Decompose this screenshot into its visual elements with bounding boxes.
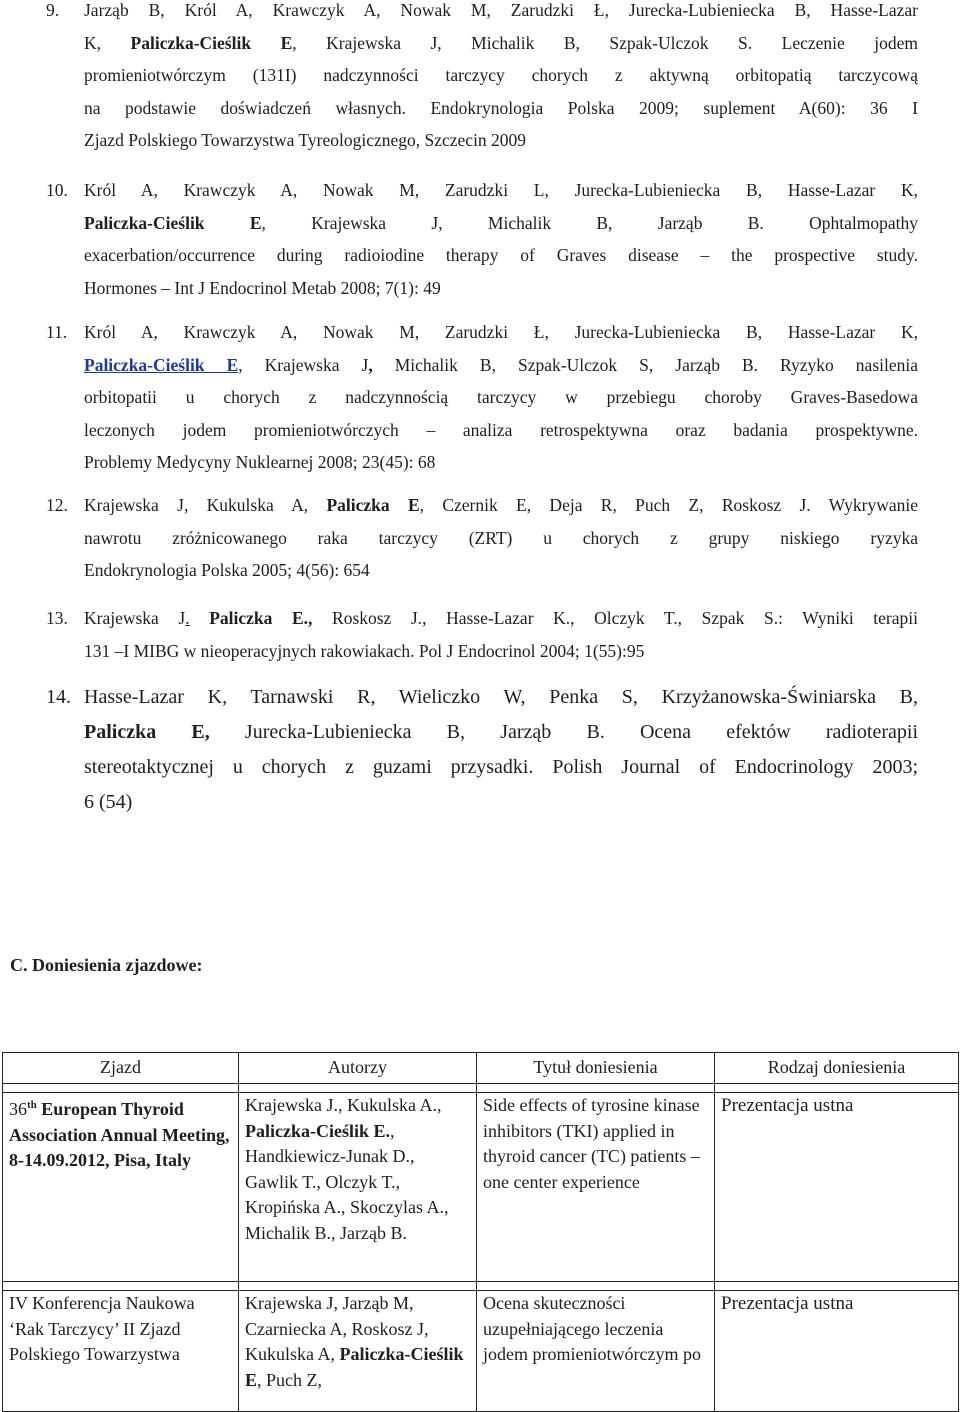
cell-tytul: Side effects of tyrosine kinase inhibitors (TKI) applied in thyroid cancer (TC) patients – one center experience: [477, 1093, 715, 1282]
reference-line: Król A, Krawczyk A, Nowak M, Zarudzki Ł, Jurecka-Lubieniecka B, Hasse-Lazar K,: [84, 322, 918, 342]
cell-tytul: Ocena skuteczności uzupełniającego leczenia jodem promieniotwórczym po: [477, 1291, 715, 1412]
reference-line: Hormones – Int J Endocrinol Metab 2008; 7(1): 49: [84, 277, 441, 298]
reference-line: Endokrynologia Polska 2005; 4(56): 654: [84, 560, 370, 580]
cell-zjazd: 36th European Thyroid Association Annual Meeting, 8-14.09.2012, Pisa, Italy: [3, 1093, 239, 1282]
reference-line: Problemy Medycyny Nuklearnej 2008; 23(45): 68: [84, 452, 436, 472]
reference-line: stereotaktycznej u chorych z guzami przysadki. Polish Journal of Endocrinology 2003;: [84, 756, 918, 778]
reference-line: Paliczka E, Jurecka-Lubieniecka B, Jarząb B. Ocena efektów radioterapii: [84, 721, 918, 743]
reference-text: [84, 489, 918, 587]
reference-line: promieniotwórczym (131I) nadczynności tarczycy chorych z aktywną orbitopatią tarczycową: [84, 65, 918, 85]
header-rodzaj: Rodzaj doniesienia: [715, 1053, 959, 1084]
cell-rodzaj: Prezentacja ustna: [715, 1093, 959, 1282]
reference-text: [84, 174, 918, 304]
reference-line: 131 –I MIBG w nieoperacyjnych rakowiakach. Pol J Endocrinol 2004; 1(55):95: [84, 640, 645, 661]
reference-number: 10.: [46, 180, 68, 200]
header-autorzy: Autorzy: [239, 1053, 477, 1084]
reference-text: [84, 680, 918, 820]
reference-line: Hasse-Lazar K, Tarnawski R, Wieliczko W, Penka S, Krzyżanowska-Świniarska B,: [84, 686, 918, 708]
reference-line: exacerbation/occurrence during radioiodine therapy of Graves disease – the prospective study.: [84, 245, 918, 265]
reference-line: Krajewska J. Paliczka E., Roskosz J., Hasse-Lazar K., Olczyk T., Szpak S.: Wyniki terapii: [84, 608, 919, 628]
reference-line: Paliczka-Cieślik E, Krajewska J, Michalik B, Szpak-Ulczok S, Jarząb B. Ryzyko nasilenia: [84, 354, 919, 375]
reference-line: orbitopatii u chorych z nadczynnością tarczycy w przebiegu choroby Graves-Basedowa: [84, 387, 918, 407]
reference-line: Zjazd Polskiego Towarzystwa Tyreologicznego, Szczecin 2009: [84, 130, 527, 150]
table-spacer-row: [3, 1084, 959, 1093]
reference-text: [84, 316, 918, 479]
cell-zjazd: IV Konferencja Naukowa ‘Rak Tarczycy’ II Zjazd Polskiego Towarzystwa: [3, 1291, 239, 1412]
conference-table: [2, 1052, 959, 1412]
reference-line: leczonych jodem promieniotwórczych – analiza retrospektywna oraz badania prospektywne.: [84, 419, 918, 440]
reference-text: [84, 0, 918, 157]
header-zjazd: Zjazd: [3, 1053, 239, 1084]
reference-number: 13.: [46, 608, 68, 628]
table-row: [3, 1093, 959, 1282]
section-title: C. Doniesienia zjazdowe:: [10, 955, 203, 975]
reference-line: 6 (54): [84, 791, 133, 813]
reference-line: nawrotu zróżnicowanego raka tarczycy (ZRT) u chorych z grupy niskiego ryzyka: [84, 527, 918, 548]
reference-line: na podstawie doświadczeń własnych. Endokrynologia Polska 2009; suplement A(60): 36 I: [84, 97, 918, 118]
cell-autorzy: Krajewska J., Kukulska A., Paliczka-Cieślik E., Handkiewicz-Junak D., Gawlik T., Olczyk T., Kropińska A., Skoczylas A., Michalik B., Jarząb B.: [239, 1093, 477, 1282]
cell-rodzaj: Prezentacja ustna: [715, 1291, 959, 1412]
table-header-row: [3, 1053, 959, 1084]
reference-number: 12.: [46, 495, 68, 515]
cell-autorzy: Krajewska J, Jarząb M, Czarniecka A, Roskosz J, Kukulska A, Paliczka-Cieślik E, Puch Z,: [239, 1291, 477, 1412]
reference-number: 14.: [46, 686, 71, 708]
reference-line: Krajewska J, Kukulska A, Paliczka E, Czernik E, Deja R, Puch Z, Roskosz J. Wykrywanie: [84, 495, 919, 515]
reference-line: K, Paliczka-Cieślik E, Krajewska J, Michalik B, Szpak-Ulczok S. Leczenie jodem: [84, 32, 919, 53]
reference-line: Paliczka-Cieślik E, Krajewska J, Michalik B, Jarząb B. Ophtalmopathy: [84, 212, 919, 233]
reference-line: Jarząb B, Król A, Krawczyk A, Nowak M, Zarudzki Ł, Jurecka-Lubieniecka B, Hasse-Lazar: [84, 0, 918, 20]
table-spacer-row: [3, 1282, 959, 1291]
table-row: [3, 1291, 959, 1412]
reference-number: 11.: [46, 322, 68, 342]
reference-number: 9.: [46, 0, 60, 20]
header-tytul: Tytuł doniesienia: [477, 1053, 715, 1084]
reference-line: Król A, Krawczyk A, Nowak M, Zarudzki L, Jurecka-Lubieniecka B, Hasse-Lazar K,: [84, 180, 918, 200]
reference-text: [84, 602, 918, 667]
